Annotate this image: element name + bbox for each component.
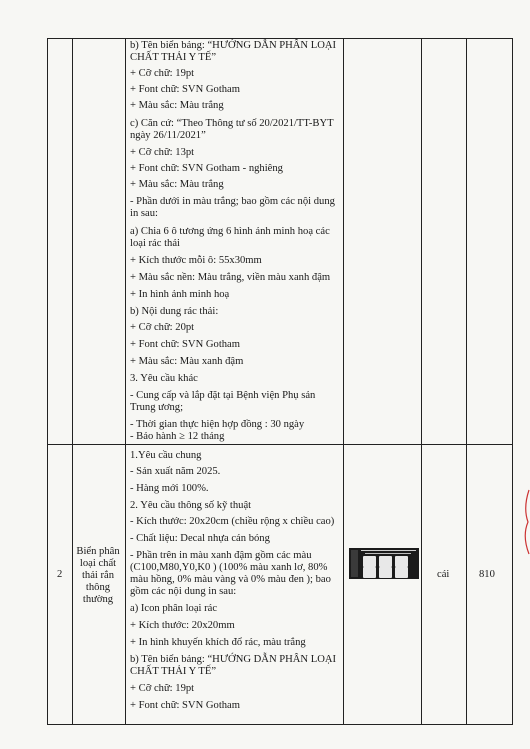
- spec-line: + Cỡ chữ: 19pt: [130, 683, 195, 694]
- spec-line: + Font chữ: SVN Gotham: [130, 84, 241, 95]
- spec-line: 2. Yêu cầu thông số kỹ thuật: [130, 500, 252, 511]
- spec-line: + In hình khuyến khích đổ rác, màu trắng: [130, 637, 306, 648]
- item-name-line: loại chất: [79, 558, 117, 569]
- spec-line: + Màu sắc: Màu trắng: [130, 179, 224, 190]
- spec-line: in sau:: [130, 208, 158, 219]
- sign-preview-image: [349, 548, 419, 579]
- col-divider-unit: [466, 39, 467, 724]
- spec-line: + Cỡ chữ: 20pt: [130, 322, 195, 333]
- quantity-value: 810: [479, 569, 495, 580]
- spec-line: CHẤT THẢI Y TẾ”: [130, 52, 217, 63]
- spec-line: Trung ương;: [130, 402, 184, 413]
- spec-line: - Phần trên in màu xanh đậm gồm các màu: [130, 550, 312, 561]
- spec-line: gồm các nội dung in sau:: [130, 586, 237, 597]
- unit-value: cái: [437, 569, 450, 580]
- spec-line: - Bảo hành ≥ 12 tháng: [130, 431, 225, 442]
- spec-line: b) Tên biển bảng: “HƯỚNG DẪN PHÂN LOẠI: [130, 654, 337, 665]
- col-divider-spec: [343, 39, 344, 724]
- spec-line: - Sản xuất năm 2025.: [130, 466, 221, 477]
- row-divider: [48, 444, 512, 445]
- spec-line: + Font chữ: SVN Gotham: [130, 700, 241, 711]
- spec-line: a) Chia 6 ô tương ứng 6 hình ảnh minh hoạ các: [130, 226, 330, 237]
- spec-line: - Hàng mới 100%.: [130, 483, 209, 494]
- spec-line: - Phần dưới in màu trắng; bao gồm các nội dung: [130, 196, 335, 207]
- red-stamp-edge: [520, 488, 530, 558]
- item-name-line: thải rắn: [81, 570, 115, 581]
- spec-table: [47, 38, 513, 725]
- spec-line: + Cỡ chữ: 13pt: [130, 147, 195, 158]
- spec-line: + Màu sắc: Màu trắng: [130, 100, 224, 111]
- item-name-line: thông: [85, 582, 111, 593]
- spec-line: 3. Yêu cầu khác: [130, 373, 198, 384]
- spec-line: + Font chữ: SVN Gotham - nghiêng: [130, 163, 283, 174]
- spec-line: - Kích thước: 20x20cm (chiều rộng x chiều cao): [130, 516, 335, 527]
- spec-line: - Chất liệu: Decal nhựa cán bóng: [130, 533, 270, 544]
- spec-line: a) Icon phân loại rác: [130, 603, 218, 614]
- spec-line: + Kích thước: 20x20mm: [130, 620, 235, 631]
- spec-line: - Thời gian thực hiện hợp đồng : 30 ngày: [130, 419, 305, 430]
- spec-line: b) Nội dung rác thải:: [130, 306, 219, 317]
- item-name-line: thường: [82, 594, 114, 605]
- spec-line: + Kích thước mỗi ô: 55x30mm: [130, 255, 262, 266]
- spec-line: c) Căn cứ: “Theo Thông tư số 20/2021/TT-BYT: [130, 118, 334, 129]
- spec-line: + In hình ảnh minh hoạ: [130, 289, 230, 300]
- spec-line: ngày 26/11/2021”: [130, 130, 206, 141]
- spec-line: + Màu sắc nền: Màu trắng, viền màu xanh đậm: [130, 272, 331, 283]
- col-divider-image: [421, 39, 422, 724]
- spec-line: + Cỡ chữ: 19pt: [130, 68, 195, 79]
- row-number: 2: [57, 569, 63, 580]
- spec-line: 1.Yêu cầu chung: [130, 450, 202, 461]
- col-divider-stt: [72, 39, 73, 724]
- spec-line: b) Tên biển bảng: “HƯỚNG DẪN PHÂN LOẠI: [130, 40, 337, 51]
- col-divider-name: [125, 39, 126, 724]
- spec-line: (C100,M80,Y0,K0 ) (100% màu xanh lơ, 80%: [130, 562, 328, 573]
- spec-line: + Màu sắc: Màu xanh đậm: [130, 356, 244, 367]
- spec-line: + Font chữ: SVN Gotham: [130, 339, 241, 350]
- spec-line: loại rác thải: [130, 238, 180, 249]
- spec-line: CHẤT THẢI Y TẾ”: [130, 666, 217, 677]
- spec-line: - Cung cấp và lắp đặt tại Bệnh viện Phụ sản: [130, 390, 316, 401]
- spec-line: màu hồng, 0% màu vàng và 0% màu đen ); bao: [130, 574, 331, 585]
- item-name-line: Biển phân: [76, 546, 120, 557]
